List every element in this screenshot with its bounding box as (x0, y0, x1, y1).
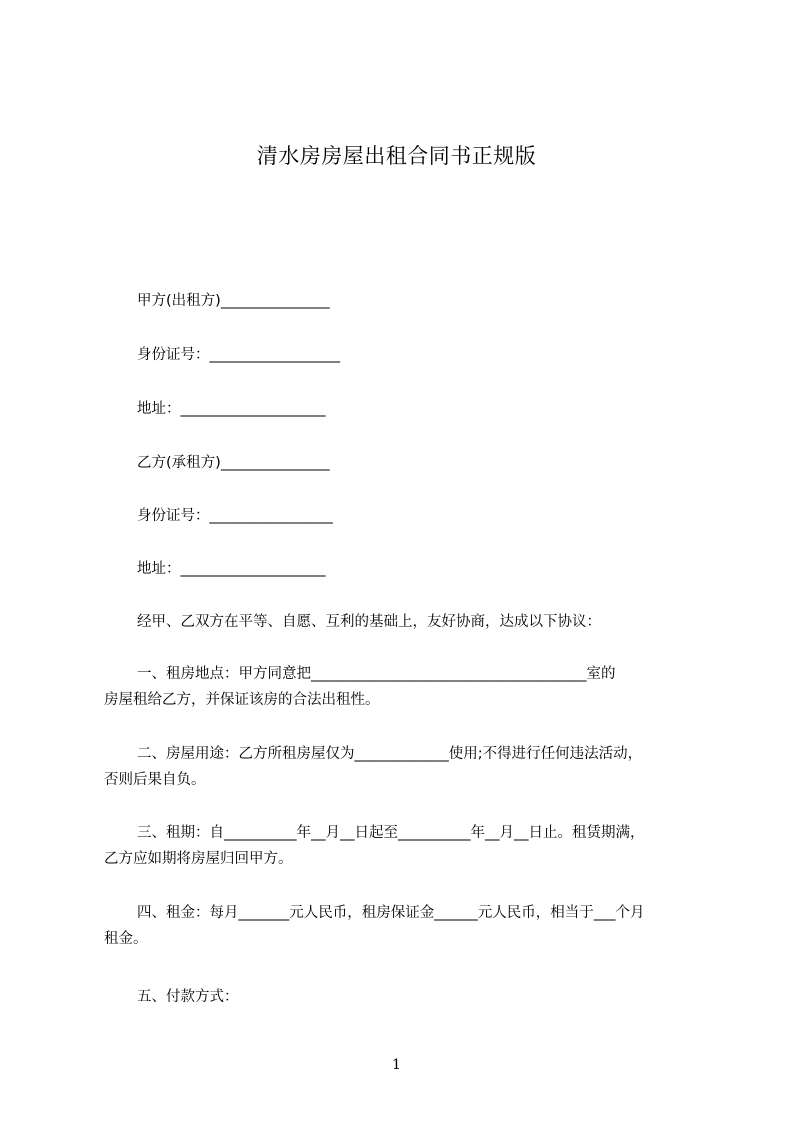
clause-5: 五、付款方式： (137, 989, 239, 1005)
clause-2-line-1: 二、房屋用途：乙方所租房屋仅为_____________使用;不得进行任何违法活动， (137, 746, 643, 762)
page-number: 1 (392, 1057, 401, 1073)
document-title: 清水房房屋出租合同书正规版 (256, 144, 537, 168)
party-b-id-line: 身份证号：_________________ (137, 508, 333, 524)
clause-1-line-1: 一、租房地点：甲方同意把______________________________________室的 (137, 666, 616, 682)
clause-3 (104, 820, 702, 872)
clause-1-line-2: 房屋租给乙方，并保证该房的合法出租性。 (104, 692, 380, 708)
party-a-id-line: 身份证号：__________________ (137, 347, 340, 363)
clause-1 (104, 661, 702, 713)
party-a-address-line: 地址：____________________ (137, 401, 326, 417)
clause-3-line-1: 三、租期：自__________年__月__日起至__________年__月__日止。租赁期满， (137, 825, 645, 841)
clause-2-line-2: 否则后果自负。 (104, 772, 206, 788)
clause-4-line-2: 租金。 (104, 931, 148, 947)
clause-4-line-1: 四、租金：每月_______元人民币，租房保证金______元人民币，相当于___个月 (137, 905, 645, 921)
party-a-line: 甲方(出租方)_______________ (137, 293, 330, 309)
clause-4 (104, 900, 702, 952)
party-b-line: 乙方(承租方)_______________ (137, 455, 330, 471)
preamble-line: 经甲、乙双方在平等、自愿、互利的基础上，友好协商，达成以下协议： (137, 614, 601, 630)
party-b-address-line: 地址：____________________ (137, 561, 326, 577)
clause-2 (104, 741, 702, 793)
clause-3-line-2: 乙方应如期将房屋归回甲方。 (104, 851, 293, 867)
